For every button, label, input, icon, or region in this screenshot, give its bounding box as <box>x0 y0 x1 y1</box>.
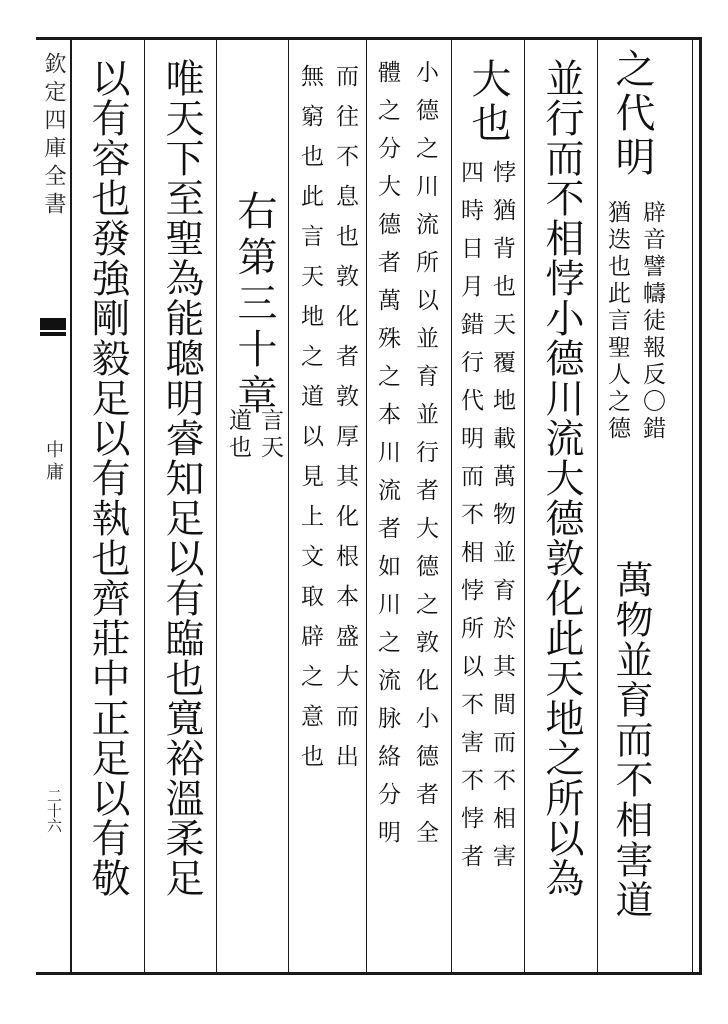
book-title: 欽定四庫全書 <box>41 52 66 220</box>
main-text-column: 大也 <box>465 58 511 146</box>
commentary-line: 而往不息也敦化者敦厚其化根本盛大而出 <box>332 64 358 784</box>
column-divider <box>524 40 525 972</box>
fold-margin-rule <box>70 37 72 975</box>
commentary-line: 悖猶背也天覆地載萬物並育於其間而不相害 <box>489 160 515 882</box>
commentary-line: 猶迭也此言聖人之德 <box>604 200 630 443</box>
main-text-column: 以有容也發強剛毅足以有執也齊莊中正足以有敬 <box>85 58 130 898</box>
chapter-name: 中庸 <box>43 440 64 484</box>
frame-bottom-rule <box>36 972 702 975</box>
commentary-line: 小德之川流所以並育並行者大德之敦化小德者全 <box>412 60 438 858</box>
column-divider <box>597 40 598 972</box>
main-text-column: 並行而不相悖小德川流大德敦化此天地之所以為 <box>539 58 584 898</box>
main-text-column: 之代明 <box>609 48 655 180</box>
commentary-line: 四時日月錯行代明而不相悖所以不害不悖者 <box>457 160 483 882</box>
commentary-line: 體之分大德者萬殊之本川流者如川之流脉絡分明 <box>374 60 400 858</box>
column-divider <box>216 40 217 972</box>
chapter-end-heading: 右第三十章 <box>231 190 277 420</box>
main-text-column: 唯天下至聖為能聰明睿知足以有臨也寬裕溫柔足 <box>159 58 204 898</box>
commentary-line: 言天 <box>257 408 283 462</box>
frame-top-rule <box>36 37 702 40</box>
column-divider <box>144 40 145 972</box>
frame-inner-right-rule <box>692 37 693 975</box>
column-divider <box>366 40 367 972</box>
column-divider <box>288 40 289 972</box>
fishtail-mark <box>40 332 66 336</box>
main-text-column: 萬物並育而不相害道 <box>609 560 653 920</box>
page-number: 二十六 <box>45 788 63 833</box>
fishtail-mark <box>40 318 66 330</box>
commentary-line: 道也 <box>225 408 251 462</box>
commentary-line: 無窮也此言天地之道以見上文取辟之意也 <box>297 64 323 784</box>
frame-right-rule <box>699 37 702 975</box>
commentary-line: 辟音譬幬徒報反〇錯 <box>639 200 665 443</box>
column-divider <box>451 40 452 972</box>
